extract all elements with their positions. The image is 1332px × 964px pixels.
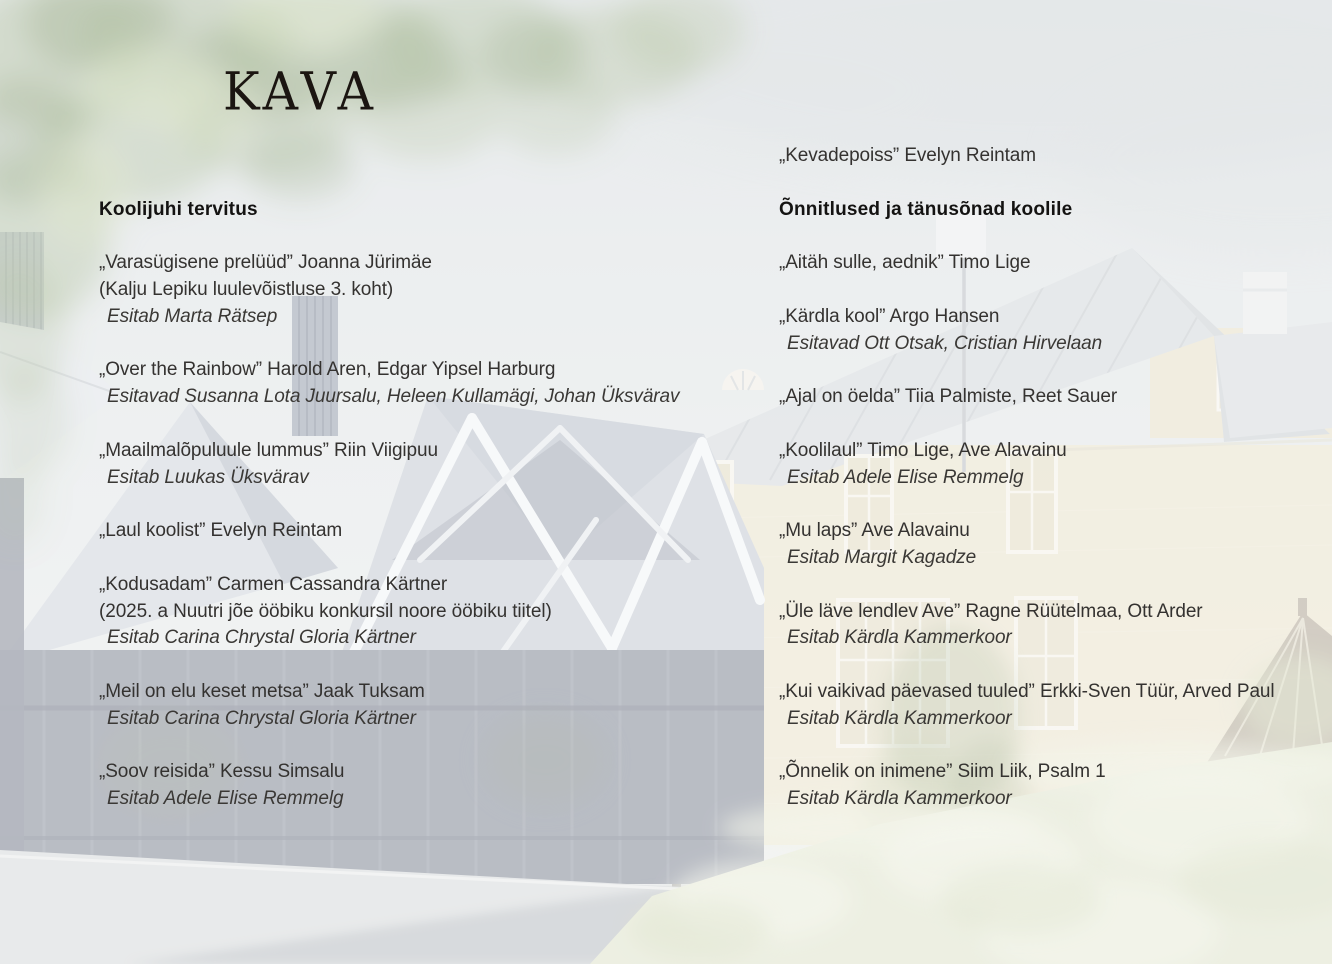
program-line: Esitab Kärdla Kammerkoor bbox=[787, 627, 1012, 649]
spacer-line bbox=[779, 572, 1332, 599]
program-line: Esitab Carina Chrystal Gloria Kärtner bbox=[107, 627, 416, 649]
program-line: (Kalju Lepiku luulevõistluse 3. koht) bbox=[99, 278, 394, 300]
program-line: „Kärdla kool” Argo Hansen bbox=[779, 305, 1000, 327]
program-line: „Laul koolist” Evelyn Reintam bbox=[99, 520, 343, 542]
spacer-line bbox=[779, 277, 1332, 304]
program-line: „Kui vaikivad päevased tuuled” Erkki-Sven Tüür, Arved Paul bbox=[779, 680, 1275, 702]
program-line: Esitab Kärdla Kammerkoor bbox=[787, 788, 1012, 810]
spacer-line bbox=[779, 491, 1332, 518]
program-line: Esitab Marta Rätsep bbox=[107, 305, 278, 327]
program-line: „Aitäh sulle, aednik” Timo Lige bbox=[779, 252, 1031, 274]
program-line: Esitavad Susanna Lota Juursalu, Heleen Kullamägi, Johan Üksvärav bbox=[107, 386, 680, 408]
spacer-line bbox=[779, 170, 1332, 197]
program-line: „Over the Rainbow” Harold Aren, Edgar Yipsel Harburg bbox=[99, 359, 556, 381]
spacer-line bbox=[779, 357, 1332, 384]
spacer-line bbox=[99, 143, 739, 170]
program-line: „Kevadepoiss” Evelyn Reintam bbox=[779, 145, 1036, 166]
program-line: Õnnitlused ja tänusõnad koolile bbox=[779, 198, 1073, 220]
program-line: Esitab Adele Elise Remmelg bbox=[107, 788, 344, 810]
program-column-right bbox=[779, 143, 1332, 813]
spacer-line bbox=[99, 733, 739, 760]
program-line: Koolijuhi tervitus bbox=[99, 198, 258, 220]
program-line: Esitab Luukas Üksvärav bbox=[107, 466, 309, 488]
program-line: „Maailmalõpuluule lummus” Riin Viigipuu bbox=[99, 439, 438, 461]
program-line: Esitab Margit Kagadze bbox=[787, 546, 977, 568]
program-line: „Õnnelik on inimene” Siim Liik, Psalm 1 bbox=[779, 761, 1106, 783]
program-line: Esitab Kärdla Kammerkoor bbox=[787, 707, 1012, 729]
spacer-line bbox=[779, 411, 1332, 438]
program-line: „Meil on elu keset metsa” Jaak Tuksam bbox=[99, 680, 425, 702]
program-line: Esitavad Ott Otsak, Cristian Hirvelaan bbox=[787, 332, 1103, 354]
spacer-line bbox=[99, 491, 739, 518]
program-line: Esitab Carina Chrystal Gloria Kärtner bbox=[107, 707, 416, 729]
program-line: „Varasügisene prelüüd” Joanna Jürimäe bbox=[99, 252, 432, 274]
spacer-line bbox=[99, 170, 739, 197]
program-line: „Kodusadam” Carmen Cassandra Kärtner bbox=[99, 573, 448, 595]
program-line: „Soov reisida” Kessu Simsalu bbox=[99, 761, 345, 783]
spacer-line bbox=[99, 223, 739, 250]
program-line: „Koolilaul” Timo Lige, Ave Alavainu bbox=[779, 439, 1067, 461]
spacer-line bbox=[99, 652, 739, 679]
spacer-line bbox=[99, 545, 739, 572]
program-line: „Mu laps” Ave Alavainu bbox=[779, 520, 970, 542]
program-line: (2025. a Nuutri jõe ööbiku konkursil noore ööbiku tiitel) bbox=[99, 600, 552, 622]
program-line: „Üle läve lendlev Ave” Ragne Rüütelmaa, Ott Arder bbox=[779, 600, 1203, 622]
program-column-left bbox=[99, 143, 739, 813]
spacer-line bbox=[779, 652, 1332, 679]
program-line: Esitab Adele Elise Remmelg bbox=[787, 466, 1024, 488]
program-line: „Ajal on öelda” Tiia Palmiste, Reet Sauer bbox=[779, 386, 1118, 408]
spacer-line bbox=[99, 331, 739, 358]
spacer-line bbox=[779, 733, 1332, 760]
spacer-line bbox=[779, 223, 1332, 250]
spacer-line bbox=[99, 411, 739, 438]
page-title: KAVA bbox=[223, 62, 379, 123]
